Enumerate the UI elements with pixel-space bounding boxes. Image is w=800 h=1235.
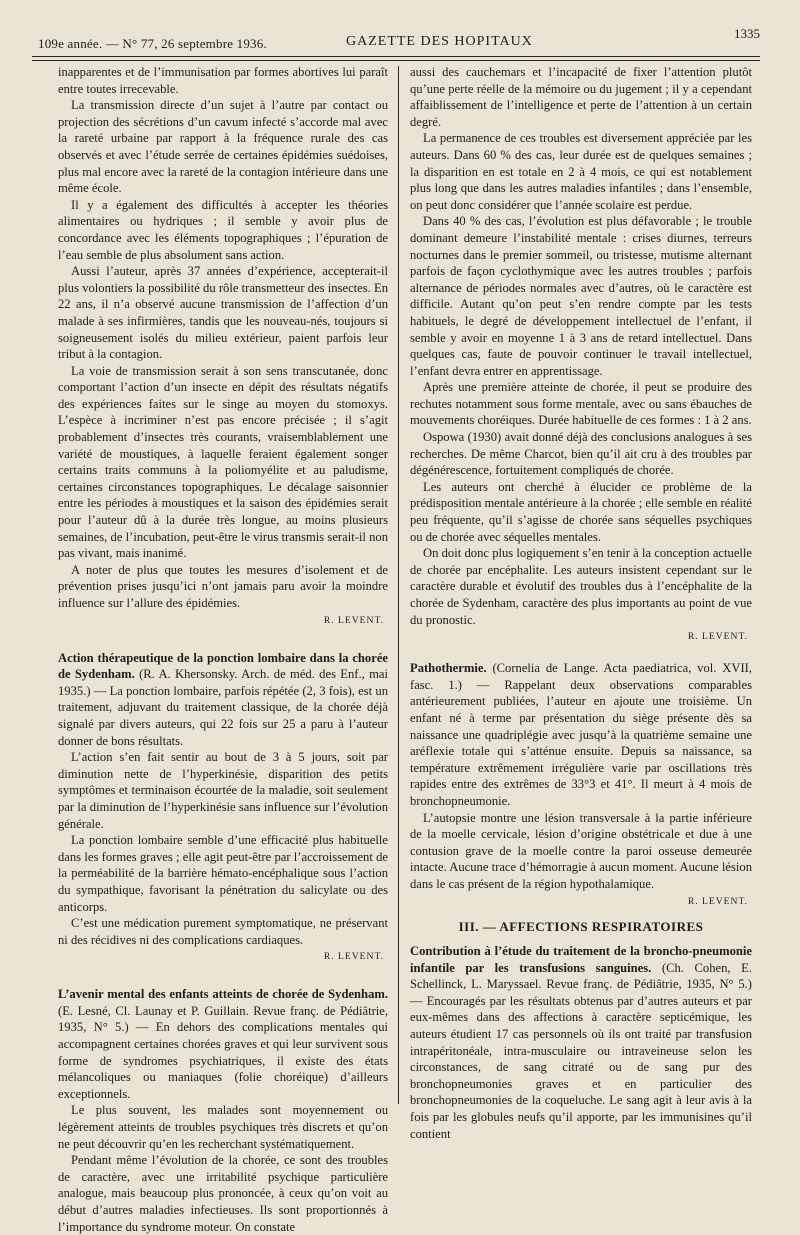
article-reference: (E. Lesné, Cl. Launay et P. Guillain. Revue franç. de Pédiâtrie, 1935, N° 5.) — En dehors des complications mentales qui accompagnent certaines chorées graves et qui leur survivent sous forme de syndromes psychiatriques, il existe des états mélancoliques ou maniaques (folie choréique) d’ailleurs exceptionnels.: [58, 1003, 388, 1101]
left-column: [58, 64, 388, 1235]
article-abstract: [58, 986, 388, 1102]
paragraph: A noter de plus que toutes les mesures d’isolement et de prévention prises jusqu’ici n’ont jamais paru avoir la moindre influence sur l’allure des épidémies.: [58, 562, 388, 610]
paragraph: La voie de transmission serait à son sens transcutanée, donc comportant l’action d’un insecte en dépit des résultats négatifs des expériences faites sur le singe au moyen du stomoxys. L’espèce à incriminer n’est pas encore précisée ; il s’agit probablement d’insectes très courants, vraisemblablement une variété de moustiques, à laquelle feraient également songer certains traits communs à la poliomyélite et au paludisme, certaines circonstances topographiques. Le décalage saisonnier entre les périodes à moustiques et la saison des épidémies serait pour l’auteur dû à la durée très longue, au moins plusieurs semaines, de l’incubation, peut-être le virus transmis serait-il non pas vivant, mais inanimé.: [58, 363, 388, 561]
paragraph: Pendant même l’évolution de la chorée, ce sont des troubles de caractère, avec une irritabilité psychique particulière analogue, mais beaucoup plus prononcée, à ceux qu’on voit au début d’autres maladies infectieuses. Ils sont proportionnés à l’importance du syndrome moteur. On constate: [58, 1153, 388, 1234]
article-title: Pathothermie.: [410, 661, 487, 676]
paragraph: La transmission directe d’un sujet à l’autre par contact ou projection des sécrétions d’un cavum infecté s’accorde mal avec la rareté urbaine par rapport à la fréquence rurale des cas observés et avec l’étude serrée de certaines épidémies suédoises, plus mal encore avec la rareté de la contagion intérieure dans une même école.: [58, 98, 388, 196]
spacer: [410, 644, 752, 660]
author-signature: R. LEVENT.: [323, 951, 384, 963]
paragraph: Après une première atteinte de chorée, il peut se produire des rechutes notamment sous forme mentale, avec ou sans ébauches de mouvements choréiques. Durée habituelle de ces formes : 1 à 2 ans.: [410, 380, 752, 428]
article-abstract: [410, 660, 752, 809]
issue-info: 109e année. — N° 77, 26 septembre 1936.: [38, 36, 267, 51]
paragraph: La ponction lombaire semble d’une efficacité plus habituelle dans les formes graves ; elle agit peut-être par l’accroissement de la perméabilité de la barrière hémato-encéphalique sous l’action du sympathique, favorisant la pénétration du salicylate ou des anticorps.: [58, 833, 388, 914]
paragraph: C’est une médication purement symptomatique, ne préservant ni des récidives ni des complications cardiaques.: [58, 916, 388, 947]
paragraph: L’autopsie montre une lésion transversale à la partie inférieure de la moelle cervicale, lésion d’origine obstétricale et due à une contusion grave de la moelle contre la paroi osseuse demeurée intacte. Aucune trace d’hémorragie à aucun moment. Aucune lésion dans le cas présent de la région hypothalamique.: [410, 810, 752, 891]
spacer: [58, 964, 388, 986]
paragraph: Le plus souvent, les malades sont moyennement ou légèrement atteints de troubles psychiques très discrets et qu’on ne peut découvrir qu’en les recherchant systématiquement.: [58, 1103, 388, 1151]
paragraph: inapparentes et de l’immunisation par formes abortives lui paraît entre toutes irrecevable.: [58, 65, 388, 96]
paragraph: L’action s’en fait sentir au bout de 3 à 5 jours, soit par diminution nette de l’hyperkinésie, disparition des petits symptômes et terminaison écourtée de la maladie, soit seulement par la diminution de l’hyperkinésie sans influence sur l’évolution générale.: [58, 750, 388, 831]
article-abstract: [410, 943, 752, 1142]
article-title: L’avenir mental des enfants atteints de chorée de Sydenham.: [58, 987, 388, 1002]
paragraph: La permanence de ces troubles est diversement appréciée par les auteurs. Dans 60 % des cas, leur durée est de quelques semaines ; la disparition en est totale en 2 à 4 mois, ce qui est notablement plus long que dans les autres maladies infantiles ; dans l’ensemble, on peut donc considérer que l’année scolaire est perdue.: [410, 131, 752, 212]
right-column: [410, 64, 752, 1142]
header-rule-top: [32, 56, 760, 57]
page-header: [32, 26, 760, 56]
article-reference: (R. A. Khersonsky. Arch. de méd. des Enf., mai 1935.) — La ponction lombaire, parfois répétée (2, 3 fois), est un traitement, adjuvant du traitement classique, de la chorée déjà signalé par divers auteurs, qui 22 fois sur 25 a paru à l’auteur donner de bons résultats.: [58, 667, 388, 748]
author-signature: R. LEVENT.: [323, 614, 384, 626]
paragraph: Aussi l’auteur, après 37 années d’expérience, accepterait-il plus volontiers la possibilité du rôle transmetteur des insectes. En 22 ans, il n’a observé aucune transmission de l’affection d’un malade à ses infirmières, tandis que les nouveau-nés, toujours si soigneusement isolés du milieu extérieur, paient parfois leur tribut à la contagion.: [58, 264, 388, 362]
section-heading: III. — AFFECTIONS RESPIRATOIRES: [458, 918, 704, 934]
article-abstract: [58, 650, 388, 750]
paragraph: Ospowa (1930) avait donné déjà des conclusions analogues à ses recherches. De même Charcot, bien qu’il ait cru à des troubles par dégénérescence, fortuitement compliqués de chorée.: [410, 430, 752, 478]
journal-title: GAZETTE DES HOPITAUX: [346, 34, 533, 49]
author-signature: R. LEVENT.: [687, 631, 748, 643]
article-reference: (Cornelia de Lange. Acta paediatrica, vol. XVII, fasc. 1.) — Rappelant deux observations comparables antérieurement publiées, l’auteur en ajoute une troisième. Un enfant né à terme par présentation du siège présente dès sa naissance une quadriplégie avec jusqu’à la quatrième semaine une aréflexie totale qui s’atténue ensuite. Depuis sa naissance, sa température extrêmement irrégulière varie par oscillations très rapides entre des extrêmes de 33°3 et 41°. Il meurt à 4 mois de bronchopneumonie.: [410, 661, 752, 808]
paragraph: Dans 40 % des cas, l’évolution est plus défavorable ; le trouble dominant demeure l’instabilité mentale : crises diurnes, terreurs nocturnes dans le premier sommeil, ou tristesse, mutisme alternant parfois de façon cyclothymique avec les autres troubles ; parfois alternance de périodes normales avec d’autres, où le caractère est difficile. Autant qu’on peut s’en rendre compte par les tests habituels, le degré de développement intellectuel de l’enfant, il semble y avoir en moyenne 1 à 3 ans de retard intellectuel. Dans quelques cas, faute de pouvoir continuer le travail intellectuel, l’enfant devra entrer en apprentissage.: [410, 214, 752, 378]
paragraph: aussi des cauchemars et l’incapacité de fixer l’attention plutôt qu’une perte réelle de la mémoire ou du jugement ; il y a cependant affaiblissement de l’intelligence et perte de l’attention à un certain degré.: [410, 65, 752, 129]
author-signature: R. LEVENT.: [687, 895, 748, 907]
article-reference: (Ch. Cohen, E. Schellinck, L. Maryssael. Revue franç. de Pédiâtrie, 1935, N° 5.) — Encouragés par les résultats obtenus par d’autres auteurs et par eux-mêmes dans des affections à caractère septicémique, les auteurs étudient 17 cas personnels où ils ont traité par transfusion intrapéritonéale, intra-musculaire ou intraveineuse selon les circonstances, de sang citraté ou de sang pur des bronchopneumonies graves et en particulier des bronchopneumonies de la coqueluche. Le sang agit à leur avis à la fois par les globules neufs qu’il apporte, par les immunisines qu’il contient: [410, 960, 752, 1141]
spacer: [58, 628, 388, 650]
header-rule-bottom: [32, 60, 760, 61]
paragraph: Les auteurs ont cherché à élucider ce problème de la prédisposition mentale antérieure à la chorée ; elle semble en réalité peu fréquente, qu’il s’agisse de chorée sans séquelles psychiques ou de chorée avec séquelles mentales.: [410, 479, 752, 544]
paragraph: Il y a également des difficultés à accepter les théories alimentaires ou hydriques ; il semble y avoir plus de concordance avec les éléments topographiques ; l’épuration de l’eau semble de plus absolument sans action.: [58, 197, 388, 262]
column-divider: [398, 66, 399, 1104]
article-title: Action thérapeutique de la ponction lombaire dans la chorée de Sydenham.: [58, 650, 388, 682]
article-title: Contribution à l’étude du traitement de la broncho-pneumonie infantile par les transfusions sanguines.: [410, 944, 752, 975]
page-number: 1335: [734, 26, 760, 41]
paragraph: On doit donc plus logiquement s’en tenir à la conception actuelle de chorée par encéphalite. Les auteurs insistent cependant sur le caractère durable et évolutif des troubles dus à l’encéphalite de la chorée de Sydenham, caractère des plus importants au point de vue du pronostic.: [410, 546, 752, 627]
